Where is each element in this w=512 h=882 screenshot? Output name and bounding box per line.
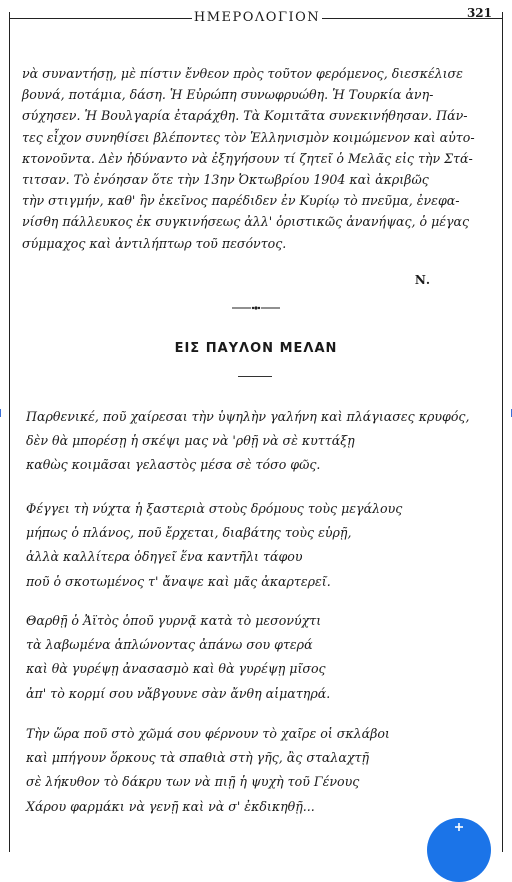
verse-line: Τὴν ὥρα ποῦ στὸ χῶμά σου φέρνουν τὸ χαῖρε οἱ σκλάβοι [26, 726, 390, 741]
ornament-divider-icon [232, 305, 280, 311]
verse-line: ποῦ ὁ σκοτωμένος τ' ἄναψε καὶ μᾶς ἀκαρτερεῖ. [26, 573, 331, 589]
poem-title: ΕΙΣ ΠΑΥΛΟΝ ΜΕΛΑΝ [174, 341, 338, 356]
running-header: ΗΜΕΡΟΛΟΓΙΟΝ [193, 10, 321, 25]
page-number: 321 [466, 6, 492, 20]
prose-line: τες εἶχον συνηθίσει βλέποντες τὸν Ἑλληνισμὸν κοιμώμενον καὶ αὐτο- [22, 129, 475, 145]
stanza [26, 497, 402, 594]
signature: Ν. [414, 273, 430, 287]
verse-line: ἀπ' τὸ κορμί σου νἄβγουνε σὰν ἄνθη αἱματηρά. [26, 685, 331, 701]
verse-line: Χάρου φαρμάκι νὰ γενῇ καὶ νὰ σ' ἐκδικηθῇ... [26, 798, 315, 814]
prose-line: κτονοῦντα. Δὲν ἠδύναντο νὰ ἐξηγήσουν τί ζητεῖ ὁ Μελᾶς εἰς τὴν Στά- [22, 150, 473, 166]
verse-line: Παρθενικέ, ποῦ χαίρεσαι τὴν ὑψηλὴν γαλήνη καὶ πλάγιασες κρυφός, [26, 409, 470, 424]
prose-line: βουνά, ποτάμια, δάση. Ἡ Εὐρώπη συνωφρυώθη. Ἡ Τουρκία ἀνη- [22, 87, 434, 103]
verse-line: δὲν θὰ μπορέσῃ ἡ σκέψι μας νὰ 'ρθῇ νὰ σὲ κυττάξῃ [26, 433, 355, 449]
title-underline [238, 376, 272, 377]
verse-line: μήπως ὁ πλάνος, ποῦ ἔρχεται, διαβάτης τοὺς εὑρῇ, [26, 525, 352, 541]
prose-line: τὴν στιγμήν, καθ' ἣν ἐκεῖνος παρέδιδεν ἐν Κυρίῳ τὸ πνεῦμα, ἐνεφα- [22, 193, 460, 209]
verse-line: ἀλλὰ καλλίτερα ὁδηγεῖ ἕνα καντῆλι τάφου [26, 549, 303, 565]
prose-line: τιτσαν. Τὸ ἐνόησαν ὅτε τὴν 13ην Ὀκτωβρίου 1904 καὶ ἀκριβῶς [22, 172, 429, 188]
verse-line: καὶ μπήγουν ὅρκους τὰ σπαθιὰ στὴ γῆς, ἂς σταλαχτῇ [26, 750, 370, 766]
verse-line: καθὼς κοιμᾶσαι γελαστὸς μέσα σὲ τόσο φῶς. [26, 457, 321, 473]
verse-line: σὲ λήκυθον τὸ δάκρυ των νὰ πιῇ ἡ ψυχὴ τοῦ Γένους [26, 774, 360, 790]
stanza [26, 405, 469, 478]
verse-line: καὶ θὰ γυρέψῃ ἀνασασμὸ καὶ θὰ γυρέψῃ μῖσος [26, 661, 326, 677]
prose-line: νίσθη πάλλευκος ἐκ συγκινήσεως ἀλλ' ὁριστικῶς ἀνανήψας, ὁ μέγας [22, 214, 470, 230]
stanza [26, 609, 330, 706]
margin-marker-right [507, 409, 512, 417]
add-icon[interactable] [455, 823, 463, 831]
prose-line: σύχησεν. Ἡ Βουλγαρία ἐταράχθη. Τὰ Κομιτᾶτα συνεκινήθησαν. Πάν- [22, 108, 468, 124]
verse-line: Θαρθῇ ὁ Ἀϊτὸς ὁποῦ γυρνᾷ κατὰ τὸ μεσονύχτι [26, 613, 322, 628]
margin-marker-left [0, 409, 5, 417]
header-rule-left [9, 18, 192, 19]
stanza [26, 722, 390, 819]
prose-line: νὰ συναντήσῃ, μὲ πίστιν ἔνθεον πρὸς τοῦτον φερόμενος, διεσκέλισε [22, 66, 463, 81]
prose-paragraph [22, 63, 490, 254]
verse-line: τὰ λαβωμένα ἁπλώνοντας ἀπάνω σου φτερά [26, 637, 313, 653]
prose-line: σύμμαχος καὶ ἀντιλήπτωρ τοῦ πεσόντος. [22, 235, 287, 251]
verse-line: Φέγγει τὴ νύχτα ἡ ξαστεριὰ στοὺς δρόμους τοὺς μεγάλους [26, 501, 403, 516]
